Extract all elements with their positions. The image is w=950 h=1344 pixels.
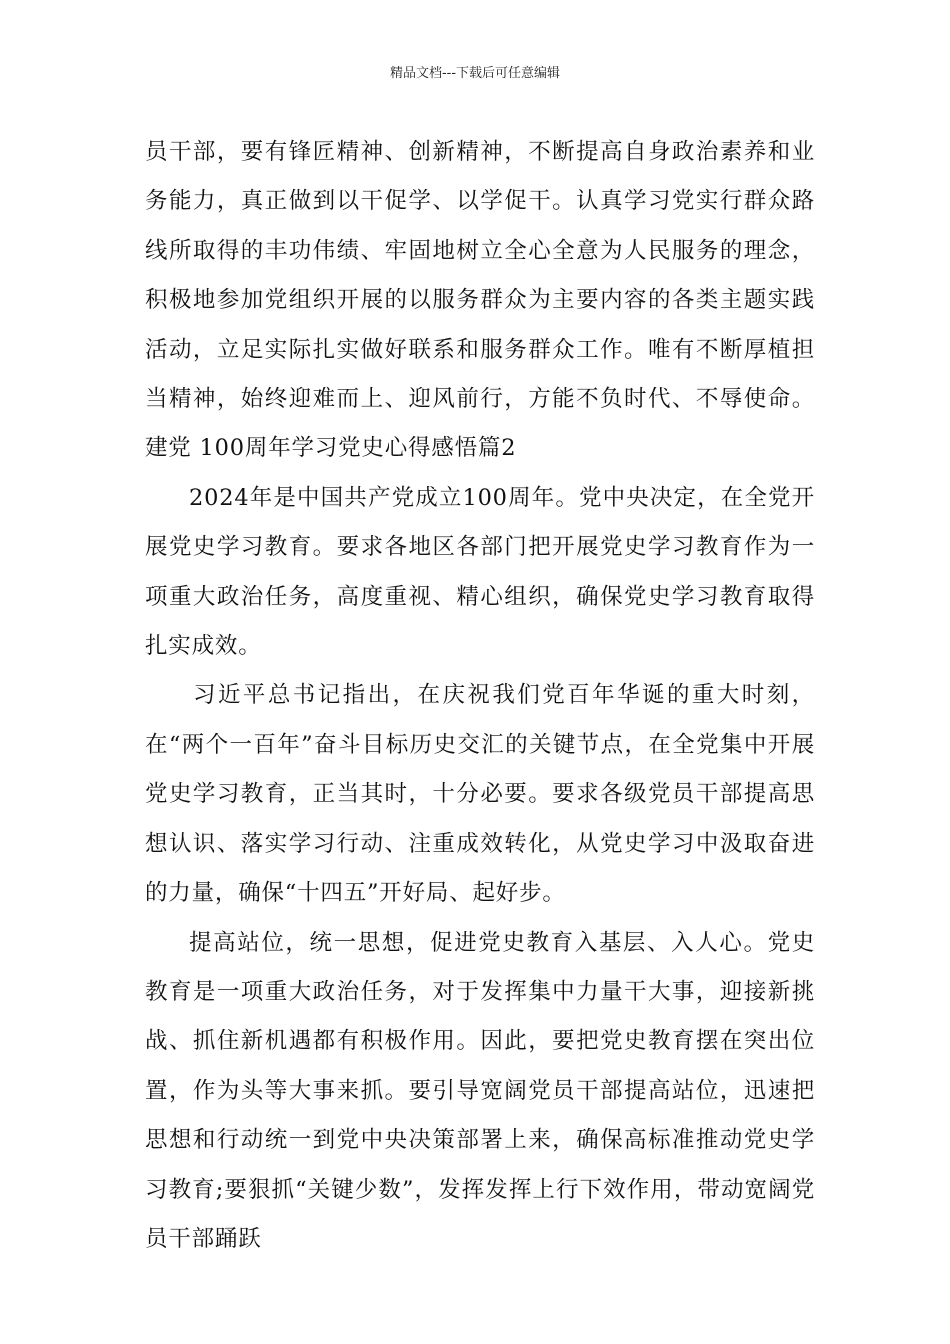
paragraph-4: 提高站位，统一思想，促进党史教育入基层、入人心。党史教育是一项重大政治任务，对于发挥集中力量干大事，迎接新挑战、抓住新机遇都有积极作用。因此，要把党史教育摆在突出位置，作为头等大事来抓。要引导宽阔党员干部提高站位，迅速把思想和行动统一到党中央决策部署上来，确保高标准推动党史学习教育;要狠抓“关键少数”，发挥发挥上行下效作用，带动宽阔党员干部踊跃 xyxy=(145,929,815,1252)
paragraph-2: 2024年是中国共产党成立100周年。党中央决定，在全党开展党史学习教育。要求各地区各部门把开展党史学习教育作为一项重大政治任务，高度重视、精心组织，确保党史学习教育取得扎实成效。 xyxy=(145,484,815,660)
paragraph-3: 习近平总书记指出，在庆祝我们党百年华诞的重大时刻，在“两个一百年”奋斗目标历史交汇的关键节点，在全党集中开展党史学习教育，正当其时，十分必要。要求各级党员干部提高思想认识、落实学习行动、注重成效转化，从党史学习中汲取奋进的力量，确保“十四五”开好局、起好步。 xyxy=(145,682,815,907)
page-header: 精品文档---下载后可任意编辑 xyxy=(389,66,561,81)
paragraph-1: 员干部，要有锋匠精神、创新精神，不断提高自身政治素养和业务能力，真正做到以干促学、以学促干。认真学习党实行群众路线所取得的丰功伟绩、牢固地树立全心全意为人民服务的理念，积极地参加党组织开展的以服务群众为主要内容的各类主题实践活动，立足实际扎实做好联系和服务群众工作。唯有不断厚植担当精神，始终迎难而上、迎风前行，方能不负时代、不辱使命。建党 100周年学习党史心得感悟篇2 xyxy=(145,139,815,462)
document-body xyxy=(145,128,815,1264)
